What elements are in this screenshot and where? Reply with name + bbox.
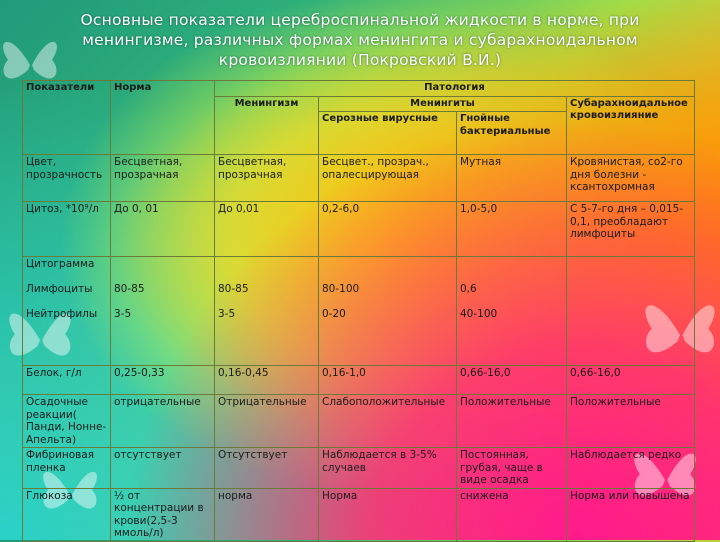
table-row [23, 395, 695, 448]
table-row [23, 202, 695, 257]
cell-name: Белок, г/л [23, 366, 111, 395]
cell-meningism: До 0,01 [215, 202, 319, 257]
cell-meningism: норма [215, 488, 319, 541]
title-line-2: менингизме, различных формах менингита и субарахноидальном [82, 31, 638, 49]
cell-meningism: Отрицательные [215, 395, 319, 448]
cell-serous: Норма [319, 488, 457, 541]
cell-meningism: Бесцветная, прозрачная [215, 155, 319, 202]
cell-purulent: 1,0-5,0 [457, 202, 567, 257]
cell-purulent: снижена [457, 488, 567, 541]
table-row [23, 155, 695, 202]
cell-meningism: Отсутствует [215, 448, 319, 489]
header-sah: Субарахноидальное кровоизлияние [567, 96, 695, 155]
header-meningism: Менингизм [215, 96, 319, 155]
title-line-1: Основные показатели цереброспинальной жидкости в норме, при [80, 11, 640, 29]
cell-name: Цитограмма Лимфоциты Нейтрофилы [23, 257, 111, 366]
cell-serous: 0,2-6,0 [319, 202, 457, 257]
cell-name: Осадочные реакции( Панди, Нонне-Апельта) [23, 395, 111, 448]
table-body [23, 155, 695, 542]
cell-serous: Бесцвет., прозрач., опалесцирующая [319, 155, 457, 202]
csf-indicators-table [22, 80, 695, 542]
header-purulent: Гнойные бактериальные [457, 112, 567, 155]
cell-name: Фибриновая пленка [23, 448, 111, 489]
cell-name: Цитоз, *10⁹/л [23, 202, 111, 257]
table-row [23, 488, 695, 541]
title-line-3: кровоизлиянии (Покровский В.И.) [218, 51, 502, 69]
cell-sah: Норма или повышена [567, 488, 695, 541]
header-norm: Норма [111, 81, 215, 155]
cell-purulent: 0,66-16,0 [457, 366, 567, 395]
cell-sah: Положительные [567, 395, 695, 448]
cell-norm: ½ от концентрации в крови(2,5-3 ммоль/л) [111, 488, 215, 541]
cell-norm: отрицательные [111, 395, 215, 448]
cell-sah: Наблюдается редко [567, 448, 695, 489]
cell-meningism: 80-85 3-5 [215, 257, 319, 366]
cell-norm: 0,25-0,33 [111, 366, 215, 395]
cell-sah [567, 257, 695, 366]
cell-norm: До 0, 01 [111, 202, 215, 257]
cell-purulent: Положительные [457, 395, 567, 448]
cell-sah: Кровянистая, со2-го дня болезни - ксантохромная [567, 155, 695, 202]
cell-norm: отсутствует [111, 448, 215, 489]
header-indicators: Показатели [23, 81, 111, 155]
cell-serous: Слабоположительные [319, 395, 457, 448]
cell-norm: Бесцветная, прозрачная [111, 155, 215, 202]
table-row [23, 448, 695, 489]
header-meningitis-group: Менингиты [319, 96, 567, 112]
table-row [23, 257, 695, 366]
cell-norm: 80-85 3-5 [111, 257, 215, 366]
header-serous: Серозные вирусные [319, 112, 457, 155]
cell-serous: Наблюдается в 3-5% случаев [319, 448, 457, 489]
cell-purulent: 0,6 40-100 [457, 257, 567, 366]
page-title [20, 10, 700, 70]
cell-serous: 80-100 0-20 [319, 257, 457, 366]
table-row [23, 366, 695, 395]
cell-sah: С 5-7-го дня – 0,015-0,1, преобладают лимфоциты [567, 202, 695, 257]
cell-name: Цвет, прозрачность [23, 155, 111, 202]
cell-purulent: Мутная [457, 155, 567, 202]
cell-meningism: 0,16-0,45 [215, 366, 319, 395]
cell-name: Глюкоза [23, 488, 111, 541]
header-pathology: Патология [215, 81, 695, 97]
cell-sah: 0,66-16,0 [567, 366, 695, 395]
cell-purulent: Постоянная, грубая, чаще в виде осадка [457, 448, 567, 489]
cell-serous: 0,16-1,0 [319, 366, 457, 395]
